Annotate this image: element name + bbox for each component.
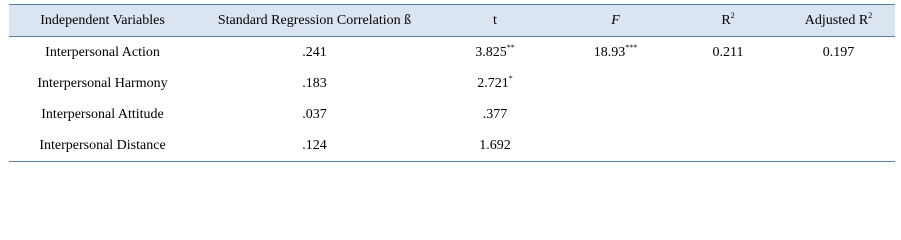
cell-t <box>433 37 557 69</box>
regression-table <box>9 4 895 162</box>
cell-t-value: .377 <box>482 106 508 122</box>
cell-t <box>433 130 557 162</box>
cell-t-value: 1.692 <box>479 137 511 153</box>
cell-adjusted-r2 <box>782 130 895 162</box>
cell-variable: Interpersonal Harmony <box>37 75 168 91</box>
cell-r2: 0.211 <box>712 44 744 60</box>
table-header <box>9 5 895 37</box>
cell-t-value: 3.825 <box>475 44 507 60</box>
header-r2-base: R <box>721 12 731 28</box>
cell-r2 <box>674 68 782 99</box>
cell-variable: Interpersonal Attitude <box>41 106 164 122</box>
table-row <box>9 99 895 130</box>
cell-beta: .183 <box>302 75 327 91</box>
cell-beta: .241 <box>302 44 327 60</box>
regression-table-container <box>9 4 895 162</box>
table-row <box>9 68 895 99</box>
header-f: F <box>557 5 674 37</box>
header-row <box>9 5 895 37</box>
cell-f-significance: *** <box>625 42 638 52</box>
cell-t <box>433 68 557 99</box>
cell-r2 <box>674 130 782 162</box>
cell-variable: Interpersonal Distance <box>9 130 196 162</box>
cell-f <box>557 37 674 69</box>
cell-adjusted-r2 <box>782 99 895 130</box>
cell-variable: Interpersonal Action <box>45 44 160 60</box>
table-row <box>9 130 895 162</box>
header-independent-variables: Independent Variables <box>9 5 196 37</box>
cell-r2 <box>674 99 782 130</box>
cell-adjusted-r2: 0.197 <box>822 44 855 60</box>
cell-t-value: 2.721 <box>477 75 509 91</box>
cell-t-significance: * <box>508 73 513 83</box>
header-t: t <box>433 5 557 37</box>
table-row <box>9 37 895 69</box>
cell-beta: .124 <box>196 130 433 162</box>
header-adjusted-r2-base: Adjusted R <box>804 12 869 28</box>
table-body <box>9 37 895 162</box>
header-r2-sup: 2 <box>730 10 735 20</box>
cell-t-significance: ** <box>506 42 515 52</box>
header-adjusted-r2 <box>782 5 895 37</box>
cell-beta: .037 <box>302 106 327 122</box>
cell-f <box>557 99 674 130</box>
cell-t <box>433 99 557 130</box>
cell-f-value: 18.93 <box>593 44 626 60</box>
header-adjusted-r2-sup: 2 <box>868 10 873 20</box>
cell-f <box>557 68 674 99</box>
header-beta: Standard Regression Correlation ß <box>196 5 433 37</box>
header-r2 <box>674 5 782 37</box>
cell-adjusted-r2 <box>782 68 895 99</box>
cell-f <box>557 130 674 162</box>
